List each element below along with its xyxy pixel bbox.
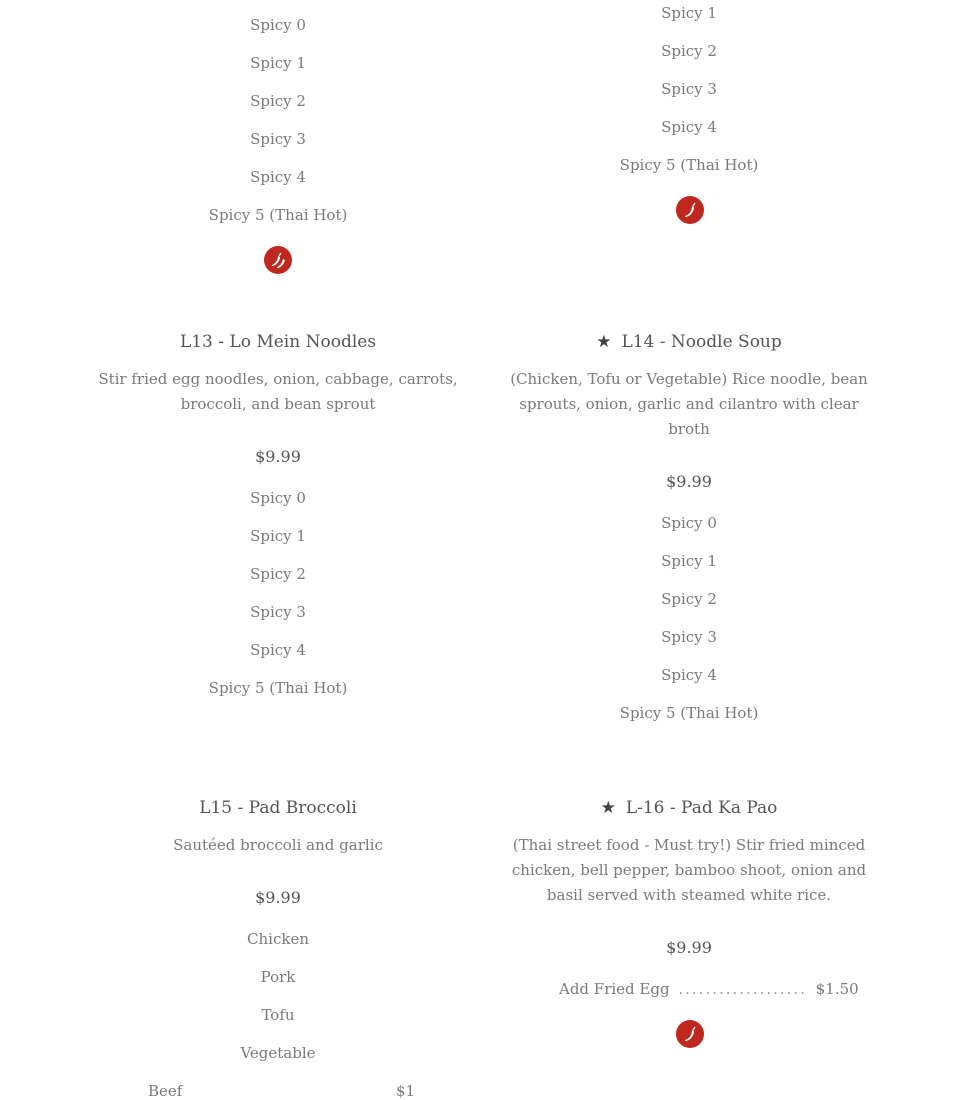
addon-leader-dots: ................... [678, 980, 807, 998]
chili-icon [676, 1020, 704, 1048]
menu-item-price: $9.99 [666, 472, 712, 491]
spice-option[interactable]: Spicy 2 [250, 92, 306, 110]
menu-item-description: (Chicken, Tofu or Vegetable) Rice noodle, bean [510, 370, 868, 388]
protein-option[interactable]: Vegetable [240, 1044, 316, 1062]
menu-item-description: Stir fried egg noodles, onion, cabbage, carrots, [98, 370, 458, 388]
spice-option[interactable]: Spicy 1 [250, 527, 306, 545]
menu-item-l14 [499, 320, 879, 740]
menu-item-title[interactable] [499, 798, 879, 818]
menu-item-price: $9.99 [255, 447, 301, 466]
menu-item-l15 [88, 786, 468, 1100]
menu-item-title[interactable]: L13 - Lo Mein Noodles [179, 332, 377, 352]
spice-option[interactable]: Spicy 5 (Thai Hot) [208, 679, 348, 697]
menu-item-prev-left [88, 0, 468, 290]
spice-option[interactable]: Spicy 2 [250, 565, 306, 583]
menu-item-description: sprouts, onion, garlic and cilantro with clear [519, 395, 859, 413]
spice-option[interactable]: Spicy 1 [661, 4, 717, 22]
addon-option-label[interactable]: Beef [148, 1082, 183, 1100]
chili-icon [676, 196, 704, 224]
addon-option-price: $1 [396, 1082, 416, 1100]
menu-item-description: broth [668, 420, 710, 438]
spice-option[interactable]: Spicy 3 [250, 603, 306, 621]
spice-option[interactable]: Spicy 5 (Thai Hot) [619, 156, 759, 174]
spice-option[interactable]: Spicy 4 [250, 168, 306, 186]
addon-option[interactable] [559, 980, 859, 998]
addon-option-label: Add Fried Egg [559, 980, 670, 998]
menu-item-description: (Thai street food - Must try!) Stir fried minced [512, 836, 866, 854]
spice-option[interactable]: Spicy 0 [250, 489, 306, 507]
menu-item-title-text: L-16 - Pad Ka Pao [625, 798, 778, 818]
spice-option[interactable]: Spicy 3 [661, 80, 717, 98]
spice-option[interactable]: Spicy 0 [250, 16, 306, 34]
menu-item-price: $9.99 [255, 888, 301, 907]
menu-item-description: chicken, bell pepper, bamboo shoot, onion and [511, 861, 867, 879]
spice-option[interactable]: Spicy 3 [661, 628, 717, 646]
star-icon: ★ [600, 798, 616, 818]
spice-option[interactable]: Spicy 4 [661, 118, 717, 136]
addon-option-price: $1.50 [815, 980, 859, 998]
menu-item-description: broccoli, and bean sprout [180, 395, 376, 413]
menu-item-price: $9.99 [666, 938, 712, 957]
menu-item-title[interactable] [499, 332, 879, 352]
menu-item-description: Sautéed broccoli and garlic [173, 836, 383, 854]
spice-option[interactable]: Spicy 1 [250, 54, 306, 72]
menu-item-l16 [499, 786, 879, 1076]
menu-item-title-text: L14 - Noodle Soup [621, 332, 782, 352]
protein-option[interactable]: Pork [260, 968, 296, 986]
spice-option[interactable]: Spicy 3 [250, 130, 306, 148]
menu-item-description: basil served with steamed white rice. [546, 886, 832, 904]
spice-option[interactable]: Spicy 1 [661, 552, 717, 570]
spice-option[interactable]: Spicy 4 [250, 641, 306, 659]
menu-item-prev-right [499, 0, 879, 240]
spice-option[interactable]: Spicy 0 [661, 514, 717, 532]
spice-option[interactable]: Spicy 2 [661, 42, 717, 60]
menu-item-l13 [88, 320, 468, 720]
spice-option[interactable]: Spicy 4 [661, 666, 717, 684]
spice-option[interactable]: Spicy 5 (Thai Hot) [619, 704, 759, 722]
protein-option[interactable]: Chicken [247, 930, 309, 948]
star-icon: ★ [596, 332, 612, 352]
menu-item-title[interactable]: L15 - Pad Broccoli [199, 798, 357, 818]
spice-option[interactable]: Spicy 5 (Thai Hot) [208, 206, 348, 224]
spice-option[interactable]: Spicy 2 [661, 590, 717, 608]
protein-option[interactable]: Tofu [261, 1006, 295, 1024]
two-chili-icon [264, 246, 292, 274]
